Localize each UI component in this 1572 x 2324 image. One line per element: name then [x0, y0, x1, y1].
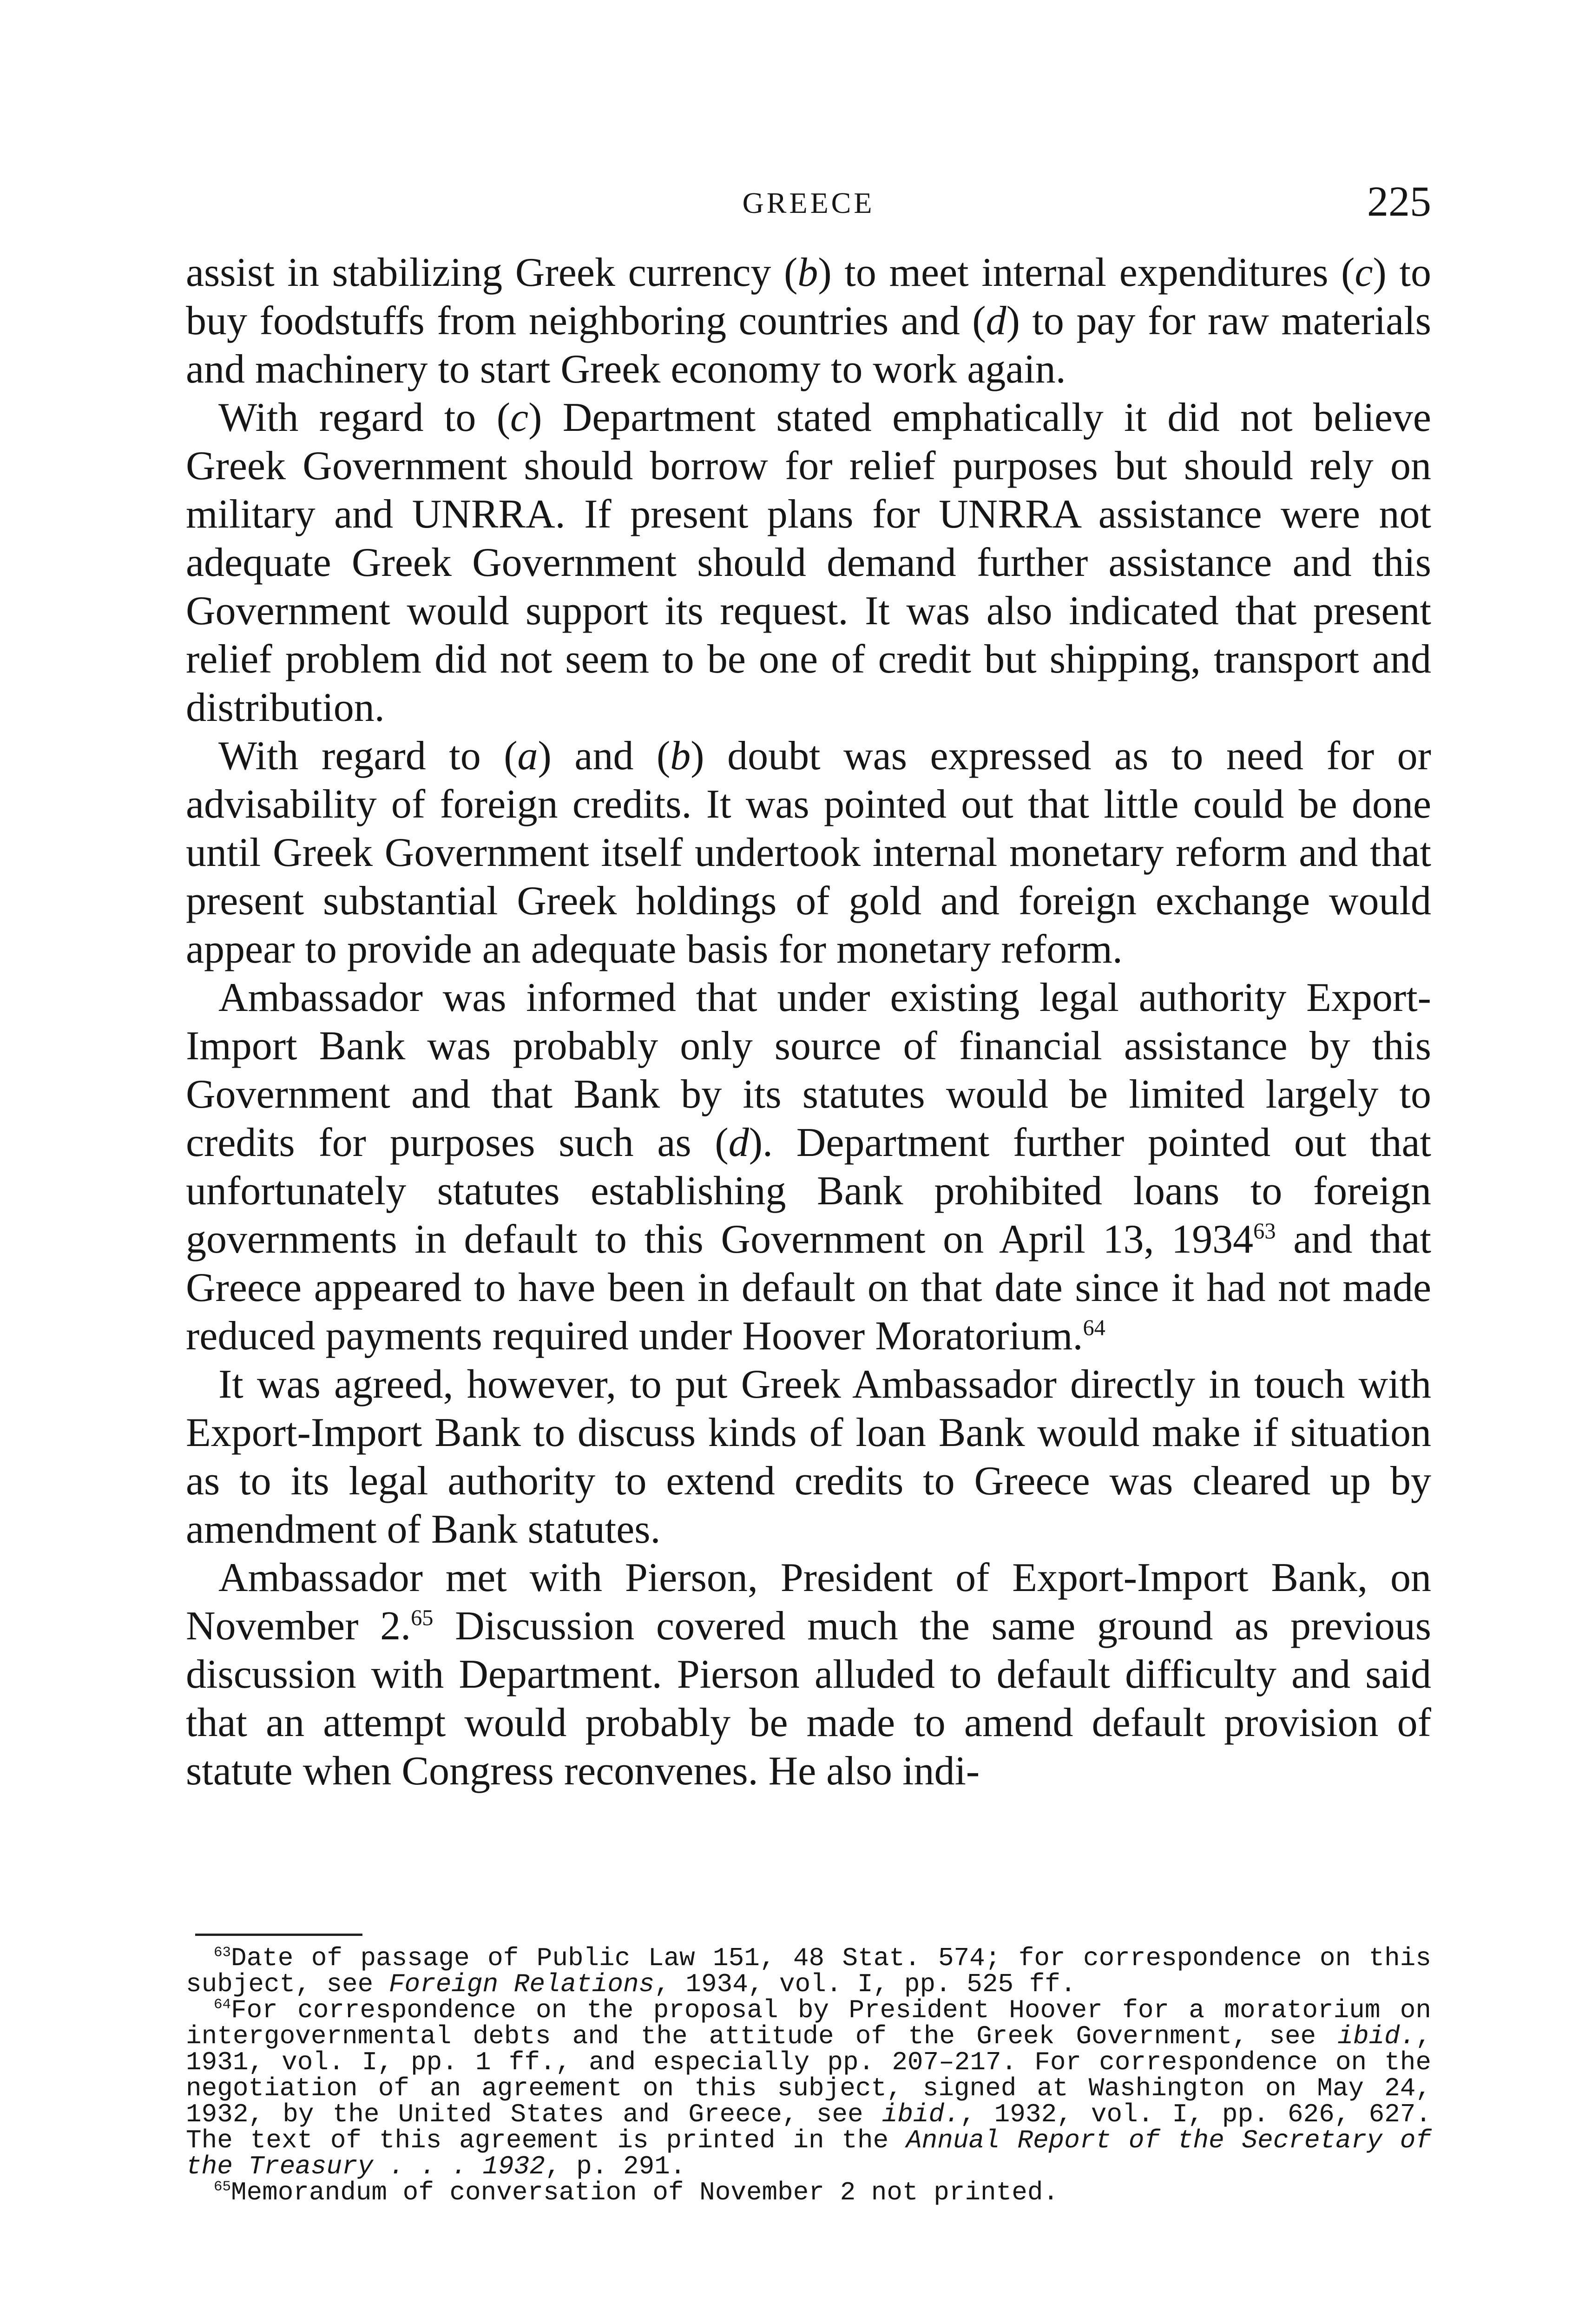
paragraph-2: With regard to (c) Department stated emphatically it did not believe Greek Government should borrow for relief purposes but should rely on military and UNRRA. If present plans for UNRRA assistance were not adequate Greek Government should demand further assistance and this Government would support its request. It was also indicated that present relief problem did not seem to be one of credit but shipping, transport and distribution. [186, 395, 1431, 730]
footnote-64: $^{64}$For correspondence on the proposal by President Hoover for a moratorium on intergovernmental debts and the attitude of the Greek Government, see ibid., 1931, vol. I, pp. 1 ff., and especially pp. 207–217. For correspondence on the negotiation of an agreement on this subject, signed at Washington on May 24, 1932, by the United States and Greece, see ibid., 1932, vol. I, pp. 626, 627. The text of this agreement is printed in the Annual Report of the Secretary of the Treasury . . . 1932, p. 291. [186, 1995, 1431, 2181]
page-number: 225 [1367, 178, 1431, 225]
footnote-ref-64: 64 [1083, 1315, 1105, 1340]
paragraph-3: With regard to (a) and (b) doubt was expressed as to need for or advisability of foreign credits. It was pointed out that little could be done until Greek Government itself undertook internal monetary reform and that present substantial Greek holdings of gold and foreign exchange would appear to provide an adequate basis for monetary reform. [186, 733, 1431, 972]
body-text [186, 249, 1431, 1796]
running-head: GREECE [742, 186, 875, 219]
footnote-divider [195, 1934, 362, 1936]
paragraph-5: It was agreed, however, to put Greek Ambassador directly in touch with Export-Import Bank to discuss kinds of loan Bank would make if situation as to its legal authority to extend credits to Greece was cleared up by amendment of Bank statutes. [186, 1362, 1431, 1552]
footnote-65: $^{65}$Memorandum of conversation of November 2 not printed. [214, 2178, 1059, 2207]
footnote-ref-63: 63 [1253, 1219, 1276, 1244]
paragraph-6: Ambassador met with Pierson, President of Export-Import Bank, on November 2.65 Discussion covered much the same ground as previous discussion with Department. Pierson alluded to default difficulty and said that an attempt would probably be made to amend default provision of statute when Congress reconvenes. He also indi- [186, 1555, 1431, 1794]
paragraph-4: Ambassador was informed that under existing legal authority Export-Import Bank was probably only source of financial assistance by this Government and that Bank by its statutes would be limited largely to credits for purposes such as (d). Department further pointed out that unfortunately statutes establishing Bank prohibited loans to foreign governments in default to this Government on April 13, 1934$^{63}$ and that Greece appeared to have been in default on that date since it had not made reduced payments required under Hoover Moratorium.$^{64}$ [186, 975, 1431, 1359]
footnote-63: $^{63}$Date of passage of Public Law 151, 48 Stat. 574; for correspondence on this subject, see Foreign Relations, 1934, vol. I, pp. 525 ff. [186, 1943, 1431, 1999]
footnotes [186, 1945, 1431, 2205]
paragraph-1: assist in stabilizing Greek currency (b) to meet internal expenditures (c) to buy foodstuffs from neighboring countries and (d) to pay for raw materials and machinery to start Greek economy to work again. [186, 250, 1432, 392]
footnote-ref-65: 65 [411, 1605, 434, 1631]
page-header [186, 177, 1431, 232]
